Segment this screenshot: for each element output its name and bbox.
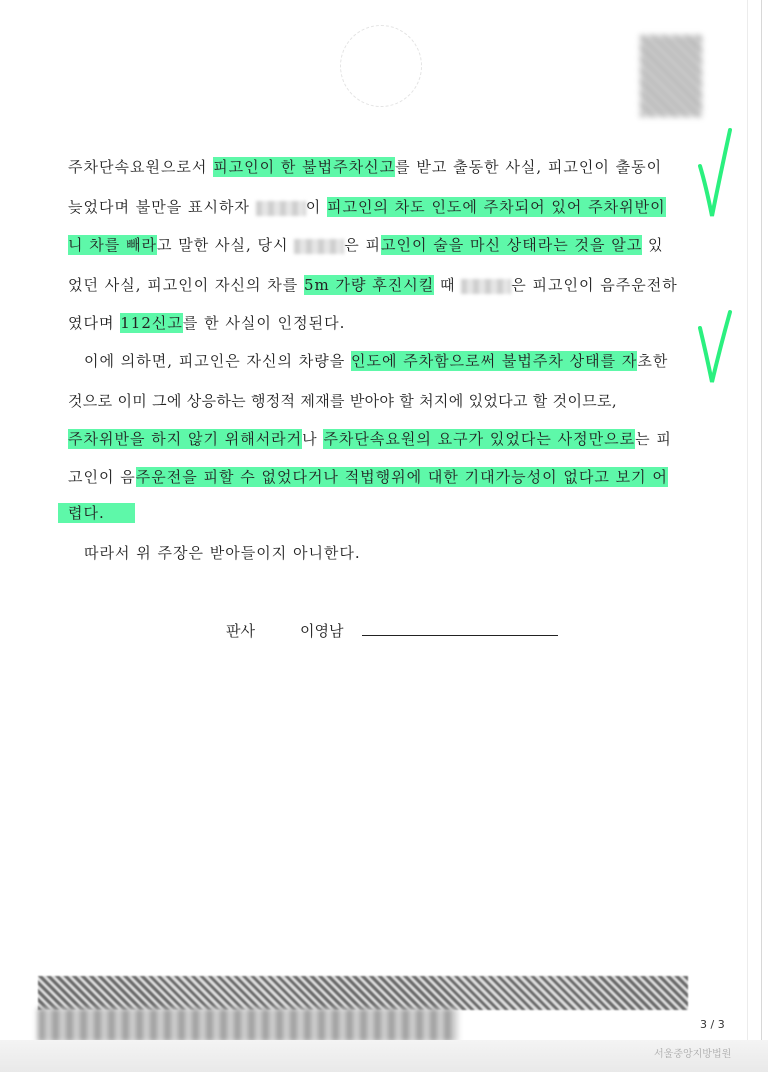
court-name: 서울중앙지방법원 xyxy=(654,1049,732,1060)
body-line: 주차단속요원으로서 피고인이 한 불법주차신고를 받고 출동한 사실, 피고인이 출동이 xyxy=(68,158,663,176)
judge-name: 이영남 xyxy=(300,622,344,640)
redacted-name xyxy=(461,279,511,294)
body-line: 였다며 112신고를 한 사실이 인정된다. xyxy=(68,314,346,332)
redacted-barcode xyxy=(640,35,702,117)
redacted-footer xyxy=(38,1008,458,1042)
checkmark-icon xyxy=(696,126,736,222)
body-line: 렵다. xyxy=(58,502,135,523)
body-line: 따라서 위 주장은 받아들이지 아니한다. xyxy=(84,544,361,562)
body-line: 었던 사실, 피고인이 자신의 차를 5m 가량 후진시킬 때 은 피고인이 음주운전하 xyxy=(68,276,678,294)
faint-seal xyxy=(340,25,422,107)
body-line: 이에 의하면, 피고인은 자신의 차량을 인도에 주차함으로써 불법주차 상태를 자초한 xyxy=(84,352,669,370)
body-line: 주차위반을 하지 않기 위해서라거나 주차단속요원의 요구가 있었다는 사정만으로는 피 xyxy=(68,430,672,448)
body-line: 늦었다며 불만을 표시하자 이 피고인의 차도 인도에 주차되어 있어 주차위반이 xyxy=(68,198,666,216)
checkmark-icon xyxy=(696,308,736,388)
page-edge xyxy=(747,0,748,1040)
scan-bottom-edge xyxy=(0,1040,768,1072)
body-line: 고인이 음주운전을 피할 수 없었다거나 적법행위에 대한 기대가능성이 없다고 보기 어 xyxy=(68,468,668,486)
page-edge xyxy=(761,0,762,1040)
redacted-name xyxy=(256,201,306,216)
page-number: 3 / 3 xyxy=(700,1018,725,1031)
signature-line xyxy=(362,635,558,636)
redacted-footer xyxy=(38,976,688,1010)
redacted-name xyxy=(294,239,344,254)
body-line: 니 차를 빼라고 말한 사실, 당시 은 피고인이 술을 마신 상태라는 것을 알고 있 xyxy=(68,236,664,254)
judge-title: 판사 xyxy=(226,622,255,640)
body-line: 것으로 이미 그에 상응하는 행정적 제재를 받아야 할 처지에 있었다고 할 것이므로, xyxy=(68,392,617,410)
